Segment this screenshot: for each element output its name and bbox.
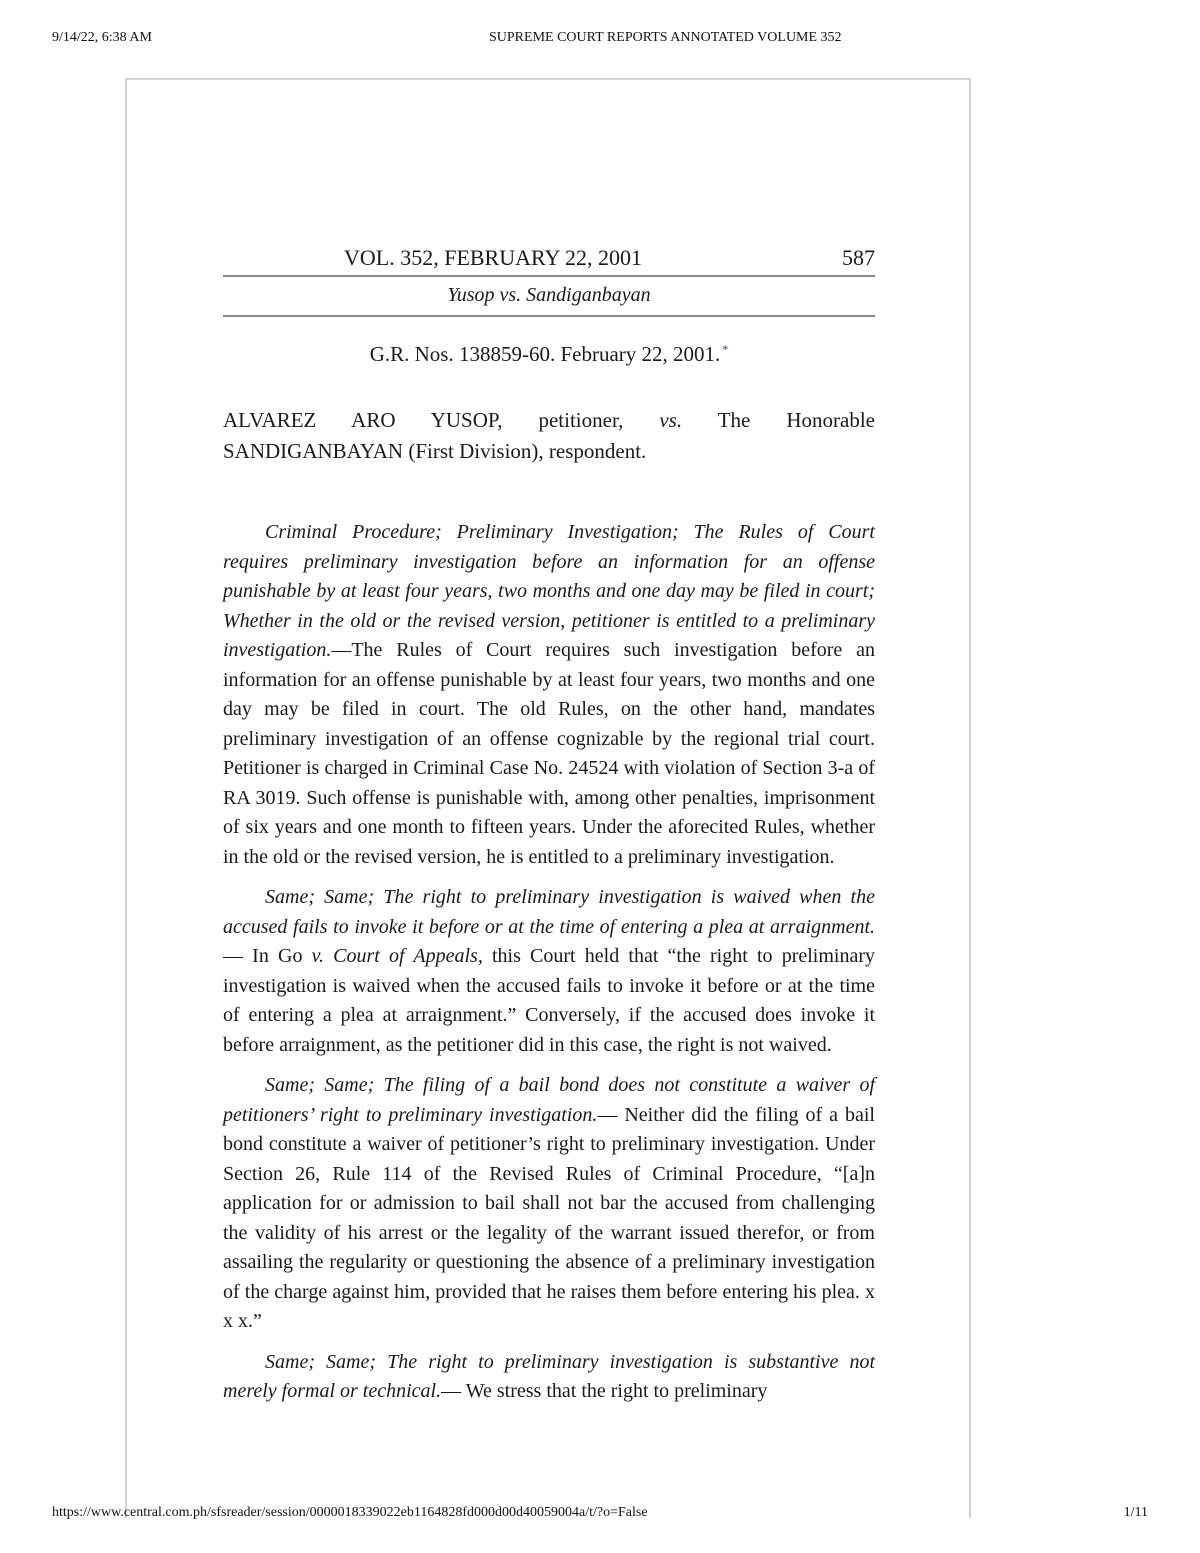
syllabus-lead-1: Criminal Procedure; Preliminary Investigation; The Rules of Court requires preliminary investigation before an information for an offense punishable by at least four years, two months and one day may be filed in court; Whether in the old or the revised version, petitioner is entitled to a preliminary investigation. xyxy=(223,521,875,661)
syllabus-lead-2: Same; Same; The right to preliminary investigation is waived when the accused fails to invoke it before or at the time of entering a plea at arraignment. xyxy=(223,886,875,938)
syllabus-paragraph-4 xyxy=(223,1348,875,1407)
syllabus-dash-4: — xyxy=(441,1380,462,1402)
syllabus-body-1: The Rules of Court requires such investigation before an information for an offense punishable by at least four years, two months and one day may be filed in court. The old Rules, on the other hand, mandates preliminary investigation of an offense cognizable by the regional trial court. Petitioner is charged in Criminal Case No. 24524 with violation of Section 3-a of RA 3019. Such offense is punishable with, among other penalties, imprisonment of six years and one month to fifteen years. Under the aforecited Rules, whether in the old or the revised version, he is entitled to a preliminary investigation. xyxy=(223,639,875,868)
syllabus-paragraph-2 xyxy=(223,883,875,1060)
syllabus-body-4: We stress that the right to preliminary xyxy=(461,1380,768,1402)
syllabus-dash-1: — xyxy=(331,639,352,661)
syllabus-body-pre-2: In Go xyxy=(243,945,312,967)
syllabus-paragraph-3 xyxy=(223,1071,875,1337)
print-header xyxy=(0,30,1200,50)
page-indicator: 1/11 xyxy=(1123,1505,1148,1520)
running-head-volume: VOL. 352, FEBRUARY 22, 2001 xyxy=(344,245,643,270)
case-citation: v. Court of Appeals, xyxy=(311,945,483,967)
case-short-title: Yusop vs. Sandiganbayan xyxy=(447,284,651,306)
syllabus-paragraph-1 xyxy=(223,518,875,872)
running-head xyxy=(223,243,875,275)
gr-number xyxy=(223,339,875,369)
footnote-link[interactable]: * xyxy=(722,342,729,356)
syllabus-dash-3: — xyxy=(597,1103,618,1126)
source-url-link[interactable]: https://www.central.com.ph/sfsreader/session/0000018339022eb1164828fd000d00d40059004a/t/?o=False xyxy=(52,1505,648,1520)
versus-text: vs. xyxy=(659,408,683,432)
syllabus-body-3: Neither did the filing of a bail bond constitute a waiver of petitioner’s right to preliminary investigation. Under Section 26, Rule 114 of the Revised Rules of Criminal Procedure, “[a]n application for or admission to bail shall not bar the accused from challenging the validity of his arrest or the legality of the warrant issued therefor, or from assailing the regularity or questioning the absence of a preliminary investigation of the charge against him, provided that he raises them before entering his plea. x x x.” xyxy=(223,1103,875,1332)
print-footer xyxy=(0,1505,1200,1525)
petitioner-text: ALVAREZ ARO YUSOP, petitioner, xyxy=(223,408,624,432)
parties xyxy=(223,405,875,467)
syllabus-lead-4: Same; Same; The right to preliminary investigation is substantive not merely formal or technical. xyxy=(223,1350,875,1402)
running-head-page-number: 587 xyxy=(842,245,875,270)
page-content xyxy=(223,243,875,1418)
syllabus-lead-3: Same; Same; The filing of a bail bond does not constitute a waiver of petitioners’ right to preliminary investigation. xyxy=(223,1074,875,1126)
syllabus xyxy=(223,518,875,1407)
gr-number-text: G.R. Nos. 138859-60. February 22, 2001. xyxy=(369,342,721,366)
print-document-title: SUPREME COURT REPORTS ANNOTATED VOLUME 352 xyxy=(489,30,842,45)
syllabus-body-2: this Court held that “the right to preliminary investigation is waived when the accused fails to invoke it before or at the time of entering a plea at arraignment.” Conversely, if the accused does invoke it before arraignment, as the petitioner did in this case, the right is not waived. xyxy=(223,945,875,1056)
syllabus-dash-2: — xyxy=(223,945,243,967)
respondent-text: The Honorable SANDIGANBAYAN (First Division), respondent. xyxy=(223,408,875,463)
bottom-rule xyxy=(223,315,875,317)
print-datetime: 9/14/22, 6:38 AM xyxy=(52,30,152,45)
